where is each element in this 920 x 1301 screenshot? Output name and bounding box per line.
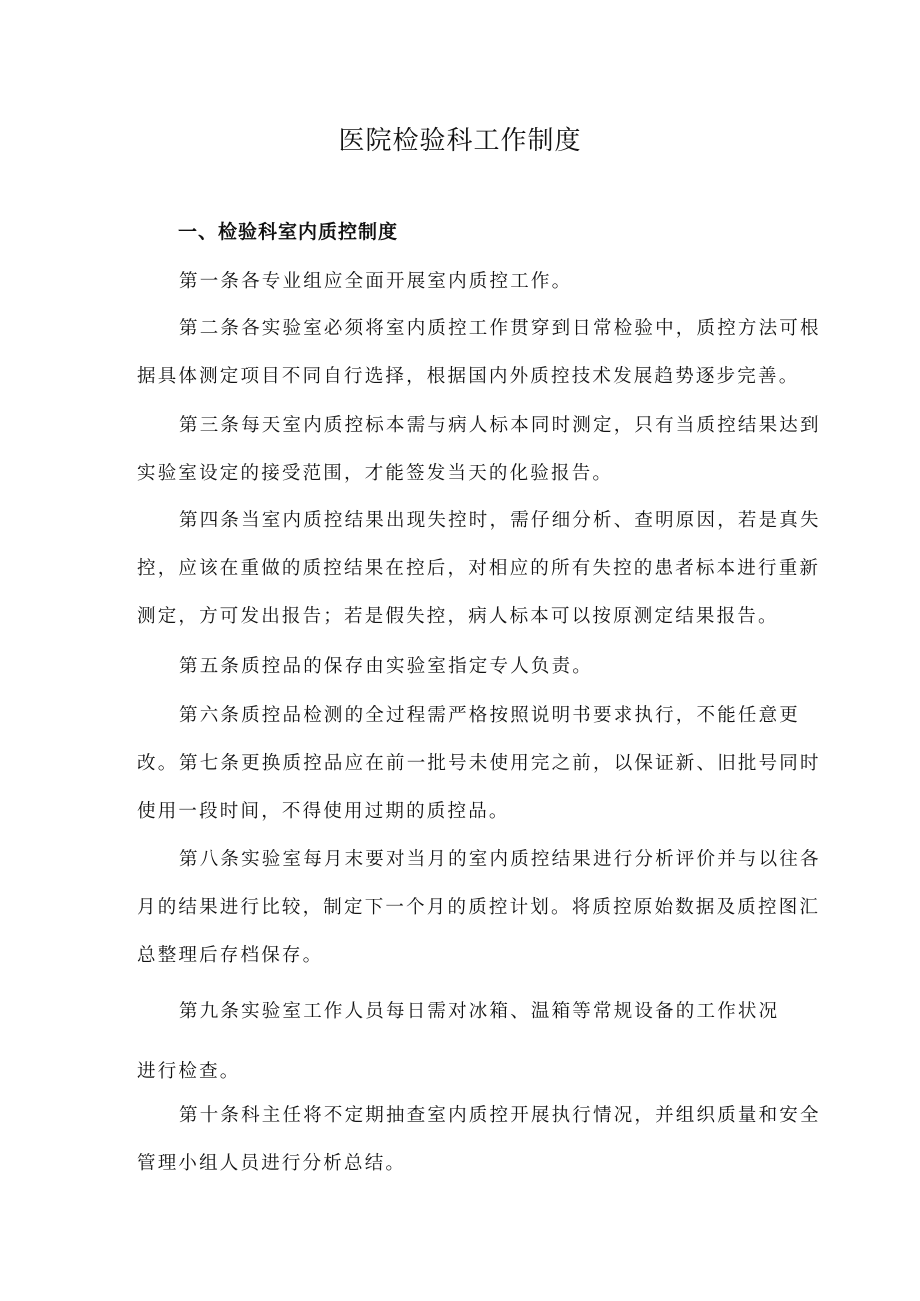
article-8: 第八条实验室每月末要对当月的室内质控结果进行分析评价并与以往各月的结果进行比较，制定下一个月的质控计划。将质控原始数据及质控图汇总整理后存档保存。: [137, 849, 821, 966]
page-title: 医院检验科工作制度: [338, 126, 582, 156]
article-1: 第一条各专业组应全面开展室内质控工作。: [179, 271, 573, 292]
article-3: 第三条每天室内质控标本需与病人标本同时测定，只有当质控结果达到实验室设定的接受范围，才能签发当天的化验报告。: [137, 415, 821, 484]
article-2: 第二条各实验室必须将室内质控工作贯穿到日常检验中，质控方法可根据具体测定项目不同自行选择，根据国内外质控技术发展趋势逐步完善。: [137, 318, 821, 387]
article-10: 第十条科主任将不定期抽查室内质控开展执行情况，并组织质量和安全管理小组人员进行分析总结。: [137, 1105, 821, 1174]
article-7: 第七条更换质控品应在前一批号未使用完之前，以保证新、旧批号同时使用一段时间，不得使用过期的质控品。: [137, 753, 821, 822]
article-4: 第四条当室内质控结果出现失控时，需仔细分析、查明原因，若是真失控，应该在重做的质控结果在控后，对相应的所有失控的患者标本进行重新测定，方可发出报告；若是假失控，病人标本可以按原测定结果报告。: [137, 510, 821, 627]
section-heading: 一、检验科室内质控制度: [178, 221, 399, 243]
article-5: 第五条质控品的保存由实验室指定专人负责。: [179, 656, 594, 677]
article-9: 第九条实验室工作人员每日需对冰箱、温箱等常规设备的工作状况: [179, 1001, 780, 1022]
article-9-continued: 进行检查。: [137, 1061, 241, 1082]
article-6: 第六条质控品检测的全过程需严格按照说明书要求执行，不能任意更改。: [137, 705, 801, 774]
